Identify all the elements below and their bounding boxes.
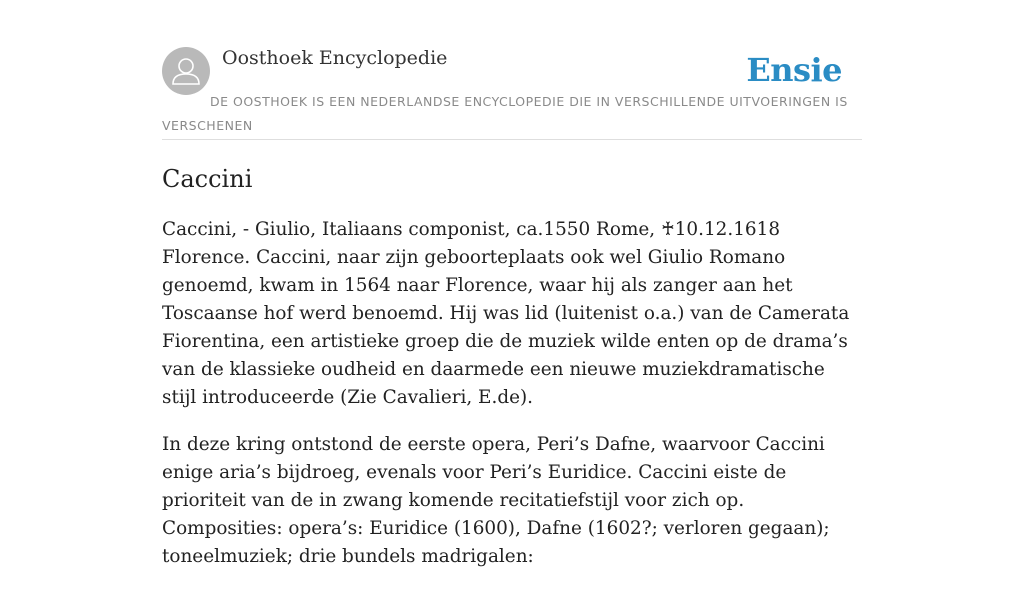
header-divider [162,139,862,140]
article-body [162,216,862,590]
article-title: Caccini [162,165,253,193]
site-name[interactable]: Oosthoek Encyclopedie [222,47,448,69]
user-icon[interactable] [162,47,210,95]
brand-logo[interactable]: Ensie [746,51,842,89]
article-paragraph: In deze kring ontstond de eerste opera, Peri’s Dafne, waarvoor Caccini enige aria’s bijdroeg, evenals voor Peri’s Euridice. Caccini eiste de prioriteit van de in zwang komende recitatiefstijl voor zich op. Composities: opera’s: Euridice (1600), Dafne (1602?; verloren gegaan); toneelmuziek; drie bundels madrigalen: [162,434,830,567]
site-tagline: DE OOSTHOEK IS EEN NEDERLANDSE ENCYCLOPEDIE DIE IN VERSCHILLENDE UITVOERINGEN IS VERSCHENEN [162,94,848,133]
article-paragraph: Caccini, - Giulio, Italiaans componist, ca.1550 Rome, ♰10.12.1618 Florence. Caccini, naar zijn geboorteplaats ook wel Giulio Romano genoemd, kwam in 1564 naar Florence, waar hij als zanger aan het Toscaanse hof werd benoemd. Hij was lid (luitenist o.a.) van de Camerata Fiorentina, een artistieke groep die de muziek wilde enten op de drama’s van de klassieke oudheid en daarmede een nieuwe muziekdramatische stijl introduceerde (Zie Cavalieri, E.de). [162,219,850,408]
